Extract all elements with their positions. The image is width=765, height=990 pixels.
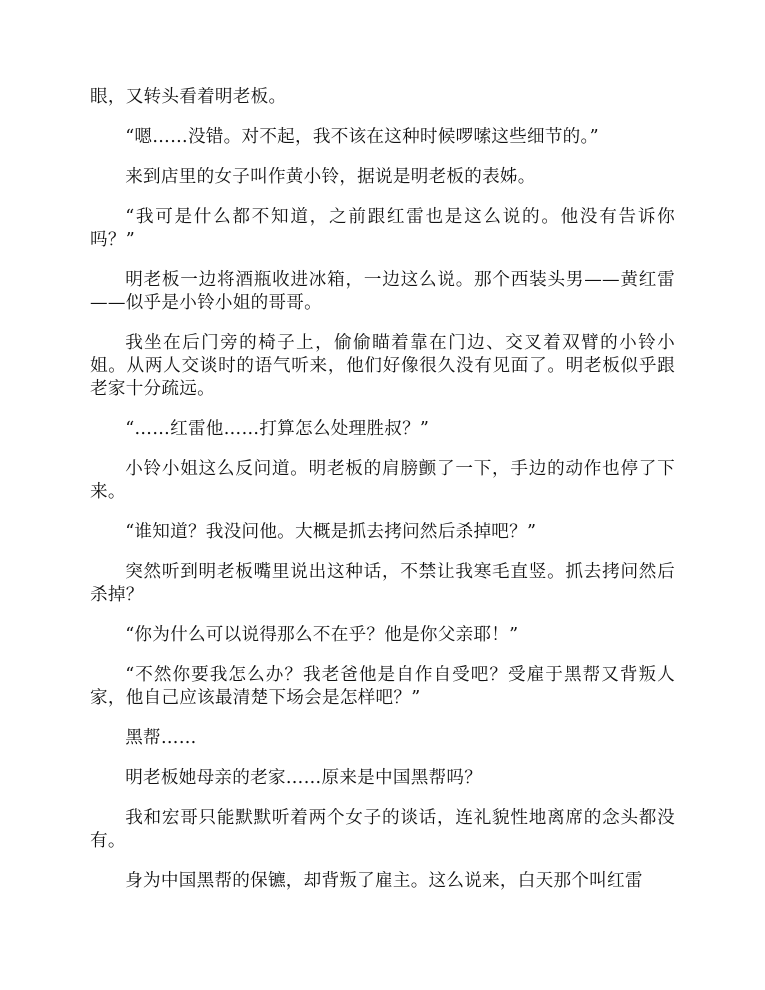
- paragraph: 身为中国黑帮的保镳，却背叛了雇主。这么说来，白天那个叫红雷: [125, 871, 643, 891]
- paragraph: “嗯……没错。对不起，我不该在这种时候啰嗦这些细节的。”: [125, 127, 599, 147]
- paragraph: 明老板一边将酒瓶收进冰箱，一边这么说。那个西装头男——黄红雷——似乎是小铃小姐的哥哥。: [90, 270, 675, 313]
- paragraph: “你为什么可以说得那么不在乎？他是你父亲耶！”: [125, 625, 519, 645]
- paragraph: “谁知道？我没问他。大概是抓去拷问然后杀掉吧？”: [125, 522, 537, 542]
- paragraph: 我坐在后门旁的椅子上，偷偷瞄着靠在门边、交叉着双臂的小铃小姐。从两人交谈时的语气听来，他们好像很久没有见面了。明老板似乎跟老家十分疏远。: [90, 333, 675, 399]
- paragraph: 小铃小姐这么反问道。明老板的肩膀颤了一下，手边的动作也停了下来。: [90, 459, 675, 502]
- paragraph: “……红雷他……打算怎么处理胜叔？”: [125, 419, 430, 439]
- text-column: [90, 86, 675, 910]
- paragraph: “我可是什么都不知道，之前跟红雷也是这么说的。他没有告诉你吗？”: [90, 207, 675, 250]
- paragraph: 来到店里的女子叫作黄小铃，据说是明老板的表姊。: [125, 167, 536, 187]
- paragraph: 我和宏哥只能默默听着两个女子的谈话，连礼貌性地离席的念头都没有。: [90, 808, 675, 851]
- paragraph: 黑帮……: [125, 728, 197, 748]
- paragraph: “不然你要我怎么办？我老爸他是自作自受吧？受雇于黑帮又背叛人家，他自己应该最清楚下场会是怎样吧？”: [90, 665, 675, 708]
- paragraph: 突然听到明老板嘴里说出这种话，不禁让我寒毛直竖。抓去拷问然后杀掉？: [90, 562, 675, 605]
- paragraph: 明老板她母亲的老家……原来是中国黑帮吗？: [125, 768, 483, 788]
- paragraph: 眼，又转头看着明老板。: [90, 87, 287, 107]
